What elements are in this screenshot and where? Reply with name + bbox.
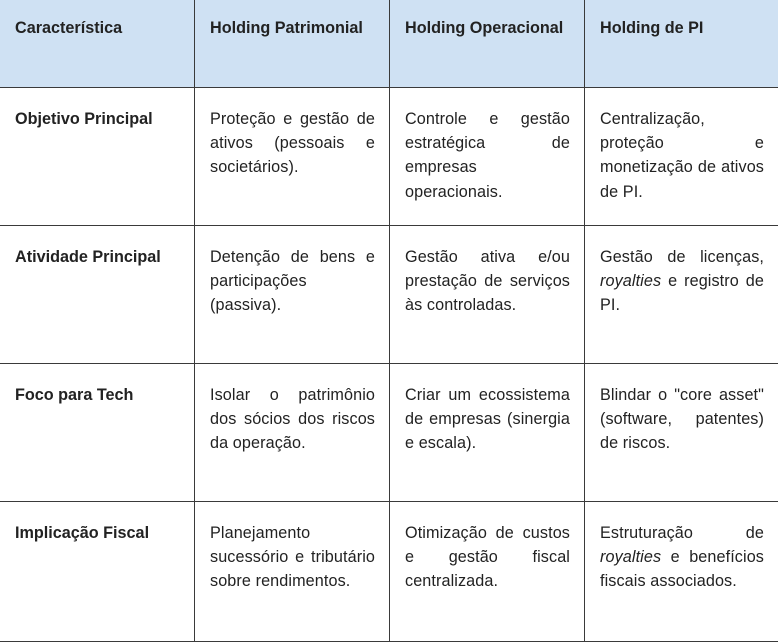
header-holding-pi: Holding de PI [585,0,778,88]
cell-patrimonial: Detenção de bens e participações (passiva). [195,226,390,364]
header-row [0,0,778,88]
table-row-implicacao-fiscal [0,502,778,642]
cell-patrimonial: Proteção e gestão de ativos (pessoais e societários). [195,88,390,226]
row-label: Objetivo Principal [0,88,195,226]
table-row-foco-para-tech [0,364,778,502]
cell-pi-prefix: Gestão de licenças, [600,248,764,266]
cell-pi-prefix: Estruturação de [600,524,764,542]
cell-patrimonial: Isolar o patrimônio dos sócios dos riscos da operação. [195,364,390,502]
header-holding-operacional: Holding Operacional [390,0,585,88]
header-characteristic: Característica [0,0,195,88]
cell-patrimonial: Planejamento sucessório e tributário sobre rendimentos. [195,502,390,642]
header-holding-patrimonial: Holding Patrimonial [195,0,390,88]
cell-pi-suffix: e benefícios fiscais associados. [600,548,764,590]
table-row-atividade-principal [0,226,778,364]
cell-pi-royalties-emphasis: royalties [600,548,661,566]
cell-pi [585,226,778,364]
table-header [0,0,778,88]
row-label: Implicação Fiscal [0,502,195,642]
cell-pi [585,502,778,642]
cell-pi: Centralização, proteção e monetização de ativos de PI. [585,88,778,226]
cell-pi: Blindar o "core asset" (software, patentes) de riscos. [585,364,778,502]
cell-operacional: Criar um ecossistema de empresas (sinergia e escala). [390,364,585,502]
table-body [0,88,778,642]
cell-pi-suffix: e registro de PI. [600,272,764,314]
row-label: Atividade Principal [0,226,195,364]
cell-operacional: Gestão ativa e/ou prestação de serviços às controladas. [390,226,585,364]
cell-pi-royalties-emphasis: royalties [600,272,661,290]
row-label: Foco para Tech [0,364,195,502]
cell-operacional: Controle e gestão estratégica de empresas operacionais. [390,88,585,226]
table-row-objetivo-principal [0,88,778,226]
cell-operacional: Otimização de custos e gestão fiscal centralizada. [390,502,585,642]
